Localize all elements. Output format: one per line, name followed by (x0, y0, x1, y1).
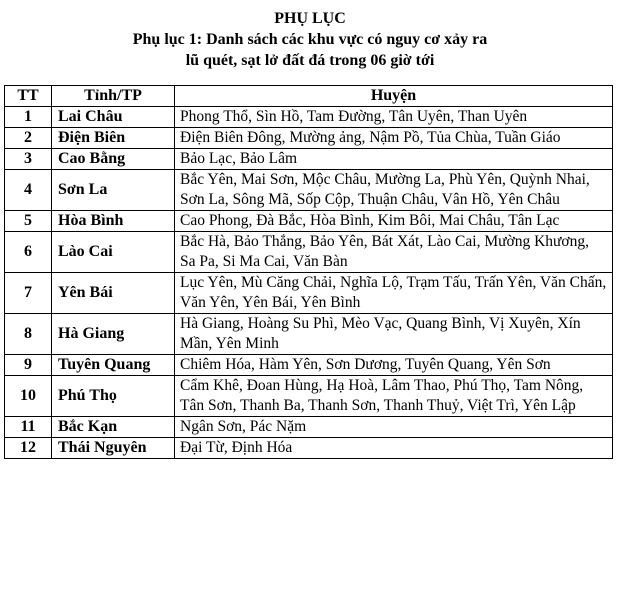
table-header-row (5, 86, 613, 107)
header-no: TT (5, 86, 52, 107)
row-province: Hà Giang (52, 314, 175, 355)
row-no: 1 (5, 107, 52, 128)
table-row (5, 107, 613, 128)
row-districts: Ngân Sơn, Pác Nặm (175, 417, 613, 438)
row-no: 8 (5, 314, 52, 355)
table-row (5, 149, 613, 170)
row-districts: Điện Biên Đông, Mường ảng, Nậm Pồ, Tủa Chùa, Tuần Giáo (175, 128, 613, 149)
row-province: Bắc Kạn (52, 417, 175, 438)
row-no: 11 (5, 417, 52, 438)
table-row (5, 170, 613, 211)
row-no: 3 (5, 149, 52, 170)
row-province: Lai Châu (52, 107, 175, 128)
header-province: Tỉnh/TP (52, 86, 175, 107)
row-no: 4 (5, 170, 52, 211)
appendix-title: PHỤ LỤC (274, 10, 346, 27)
row-districts: Cao Phong, Đà Bắc, Hòa Bình, Kim Bôi, Mai Châu, Tân Lạc (175, 211, 613, 232)
appendix-subtitle-line-1: Phụ lục 1: Danh sách các khu vực có nguy cơ xảy ra (132, 31, 488, 48)
table-row (5, 232, 613, 273)
table-row (5, 417, 613, 438)
row-districts: Phong Thổ, Sìn Hồ, Tam Đường, Tân Uyên, Than Uyên (175, 107, 613, 128)
row-province: Thái Nguyên (52, 438, 175, 459)
table-row (5, 273, 613, 314)
appendix-subtitle-line-2: lũ quét, sạt lở đất đá trong 06 giờ tới (185, 52, 435, 69)
table-row (5, 355, 613, 376)
row-districts: Lục Yên, Mù Căng Chải, Nghĩa Lộ, Trạm Tấu, Trấn Yên, Văn Chấn, Văn Yên, Yên Bái, Yên Bình (175, 273, 613, 314)
row-no: 2 (5, 128, 52, 149)
table-row (5, 128, 613, 149)
row-districts: Đại Từ, Định Hóa (175, 438, 613, 459)
header-districts: Huyện (175, 86, 613, 107)
row-districts: Chiêm Hóa, Hàm Yên, Sơn Dương, Tuyên Quang, Yên Sơn (175, 355, 613, 376)
risk-area-table (4, 85, 613, 459)
row-districts: Hà Giang, Hoàng Su Phì, Mèo Vạc, Quang Bình, Vị Xuyên, Xín Mần, Yên Minh (175, 314, 613, 355)
table-row (5, 438, 613, 459)
row-districts: Bắc Yên, Mai Sơn, Mộc Châu, Mường La, Phù Yên, Quỳnh Nhai, Sơn La, Sông Mã, Sốp Cộp, Thuận Châu, Vân Hồ, Yên Châu (175, 170, 613, 211)
row-no: 6 (5, 232, 52, 273)
row-districts: Cẩm Khê, Đoan Hùng, Hạ Hoà, Lâm Thao, Phú Thọ, Tam Nông, Tân Sơn, Thanh Ba, Thanh Sơn, Thanh Thuỷ, Việt Trì, Yên Lập (175, 376, 613, 417)
row-province: Cao Bằng (52, 149, 175, 170)
row-province: Điện Biên (52, 128, 175, 149)
row-no: 10 (5, 376, 52, 417)
row-province: Tuyên Quang (52, 355, 175, 376)
row-province: Lào Cai (52, 232, 175, 273)
row-province: Yên Bái (52, 273, 175, 314)
table-row (5, 211, 613, 232)
row-districts: Bắc Hà, Bảo Thắng, Bảo Yên, Bát Xát, Lào Cai, Mường Khương, Sa Pa, Si Ma Cai, Văn Bàn (175, 232, 613, 273)
row-districts: Bảo Lạc, Bảo Lâm (175, 149, 613, 170)
row-province: Hòa Bình (52, 211, 175, 232)
table-row (5, 376, 613, 417)
row-no: 5 (5, 211, 52, 232)
row-no: 7 (5, 273, 52, 314)
row-province: Sơn La (52, 170, 175, 211)
row-province: Phú Thọ (52, 376, 175, 417)
row-no: 9 (5, 355, 52, 376)
table-row (5, 314, 613, 355)
row-no: 12 (5, 438, 52, 459)
